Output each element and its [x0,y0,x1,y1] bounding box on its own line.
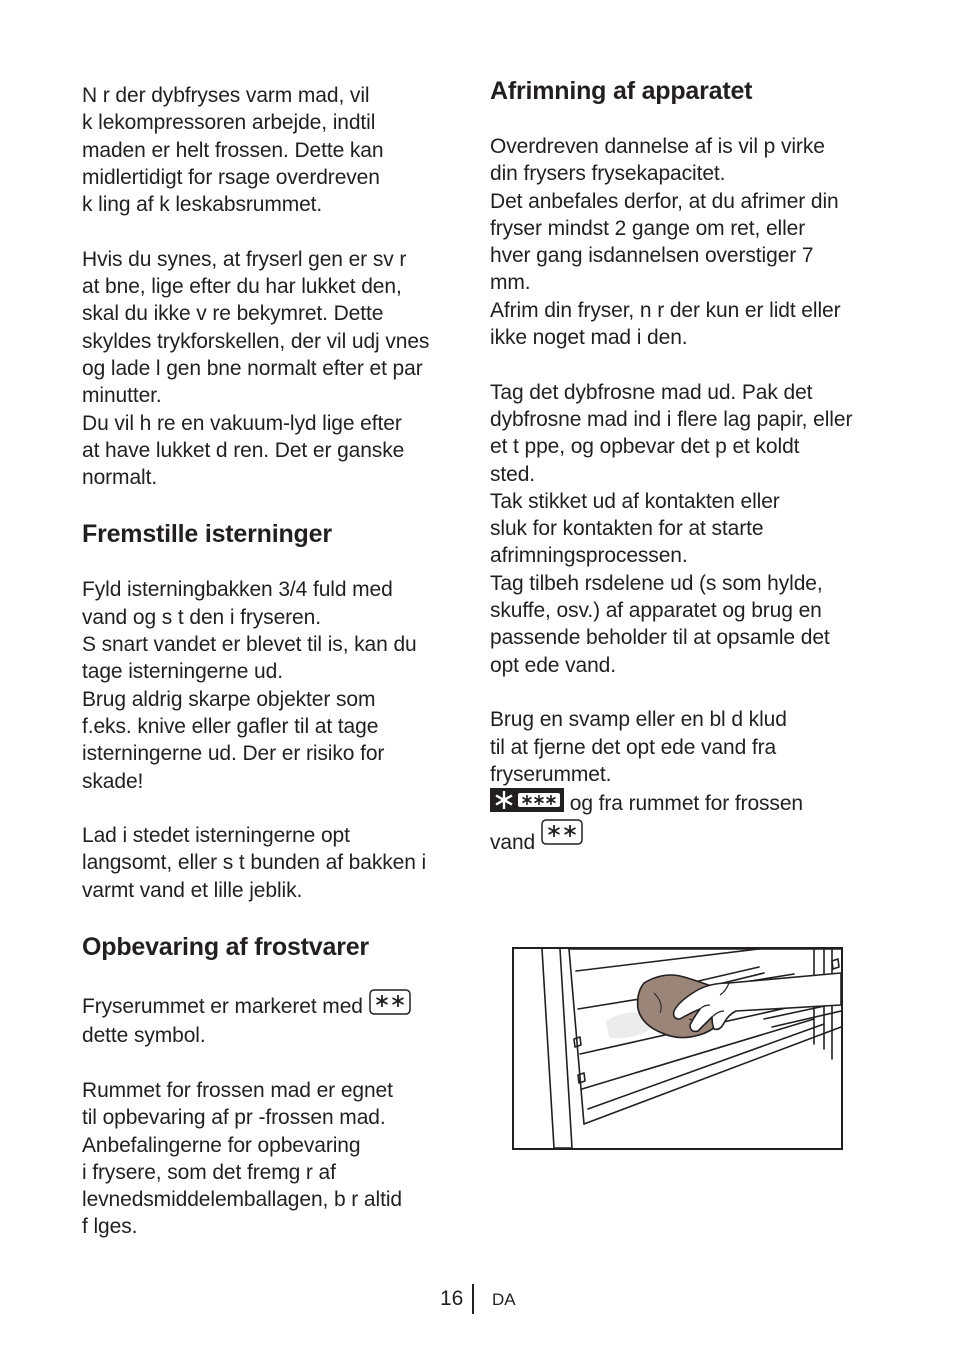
text-line: skuffe, osv.) af apparatet og brug en [490,599,822,623]
freezer-wiping-drawing [514,949,841,1148]
text-line: varmt vand et lille jeblik. [82,878,303,902]
paragraph-sponge [490,706,880,856]
paragraph-ice-tray [82,576,467,794]
text-line: Det anbefales derfor, at du afrimer din [490,189,839,213]
paragraph-door-pressure [82,246,467,492]
paragraph-hot-food [82,82,467,218]
text-line: Brug en svamp eller en bl d klud [490,708,787,732]
text-line: opt ede vand. [490,653,616,677]
text-line [490,819,880,856]
text-line: dybfrosne mad ind i flere lag papir, eller [490,407,853,431]
text-line: et t ppe, og opbevar det p et koldt [490,435,800,459]
paragraph-ice-buildup [490,133,880,351]
two-star-symbol-icon [369,989,411,1022]
heading-ice-cubes: Fremstille isterninger [82,520,332,549]
text-line: at have lukket d ren. Det er ganske [82,438,405,462]
paragraph-storage-advice [82,1077,467,1241]
text-line: Tak stikket ud af kontakten eller [490,489,780,513]
text-line: Anbefalingerne for opbevaring [82,1133,361,1157]
text-line: Tag det dybfrosne mad ud. Pak det [490,380,813,404]
text-line: k ling af k leskabsrummet. [82,193,323,217]
text-line: fryserummet. [490,762,612,786]
text-line: i frysere, som det fremg r af [82,1160,336,1184]
text-line: f lges. [82,1215,138,1239]
text-line: Du vil h re en vakuum-lyd lige efter [82,411,402,435]
page-footer [0,1284,954,1316]
text-span: Fryserummet er markeret med [82,995,363,1019]
text-line: passende beholder til at opsamle det [490,626,830,650]
text-line: Overdreven dannelse af is vil p virke [490,135,825,158]
text-line: maden er helt frossen. Dette kan [82,138,384,162]
text-line: tage isterningerne ud. [82,660,283,684]
text-line: ikke noget mad i den. [490,326,688,350]
footer-divider [472,1284,474,1314]
freezer-four-star-symbol-icon [490,788,564,819]
text-line: N r der dybfryses varm mad, vil [82,84,370,107]
text-span: og fra rummet for frossen [564,792,803,816]
text-line: skyldes trykforskellen, der vil udj vnes [82,329,430,353]
text-line: afrimningsprocessen. [490,544,688,568]
page-number: 16 [440,1287,464,1310]
paragraph-thaw-ice [82,822,467,904]
text-line: til opbevaring af pr -frossen mad. [82,1106,386,1130]
text-line: din frysers frysekapacitet. [490,162,726,186]
text-line: hver gang isdannelsen overstiger 7 [490,244,814,268]
text-line: Lad i stedet isterningerne opt [82,824,350,848]
text-line: skal du ikke v re bekymret. Dette [82,302,384,326]
text-line: midlertidigt for rsage overdreven [82,165,380,189]
language-code: DA [492,1290,516,1309]
text-line: isterningerne ud. Der er risiko for [82,742,385,766]
text-line: mm. [490,271,531,295]
text-line: minutter. [82,384,162,408]
paragraph-defrost-steps [490,379,880,679]
text-line: Fyld isterningbakken 3/4 fuld med [82,578,393,602]
text-line [490,788,880,819]
text-line: sluk for kontakten for at starte [490,517,764,541]
defrost-illustration [512,947,843,1150]
text-line: S snart vandet er blevet til is, kan du [82,633,417,657]
text-line: dette symbol. [82,1024,206,1048]
two-star-symbol-icon [541,819,583,852]
text-line: at bne, lige efter du har lukket den, [82,275,402,299]
text-line: Tag tilbeh rsdelene ud (s som hylde, [490,571,823,595]
text-line: levnedsmiddelemballagen, b r altid [82,1188,402,1212]
text-line: skade! [82,769,144,793]
text-line: vand og s t den i fryseren. [82,605,321,629]
paragraph-freezer-symbol [82,989,467,1050]
text-line: f.eks. knive eller gafler til at tage [82,714,379,738]
heading-defrosting: Afrimning af apparatet [490,77,753,105]
text-line: k lekompressoren arbejde, indtil [82,111,376,135]
text-line: Hvis du synes, at fryserl gen er sv r [82,247,407,271]
left-column [82,82,467,1241]
heading-frozen-storage: Opbevaring af frostvarer [82,933,369,962]
text-line [82,989,467,1022]
text-line: Rummet for frossen mad er egnet [82,1078,393,1102]
text-line: langsomt, eller s t bunden af bakken i [82,851,427,875]
text-line: fryser mindst 2 gange om ret, eller [490,216,806,240]
text-line: til at fjerne det opt ede vand fra [490,735,777,759]
text-line: Brug aldrig skarpe objekter som [82,687,376,711]
right-column [490,76,880,857]
text-line: normalt. [82,466,158,490]
text-line: og lade l gen bne normalt efter et par [82,356,423,380]
text-line: Afrim din fryser, n r der kun er lidt eller [490,298,841,322]
text-line: sted. [490,462,536,486]
text-span: vand [490,831,536,855]
